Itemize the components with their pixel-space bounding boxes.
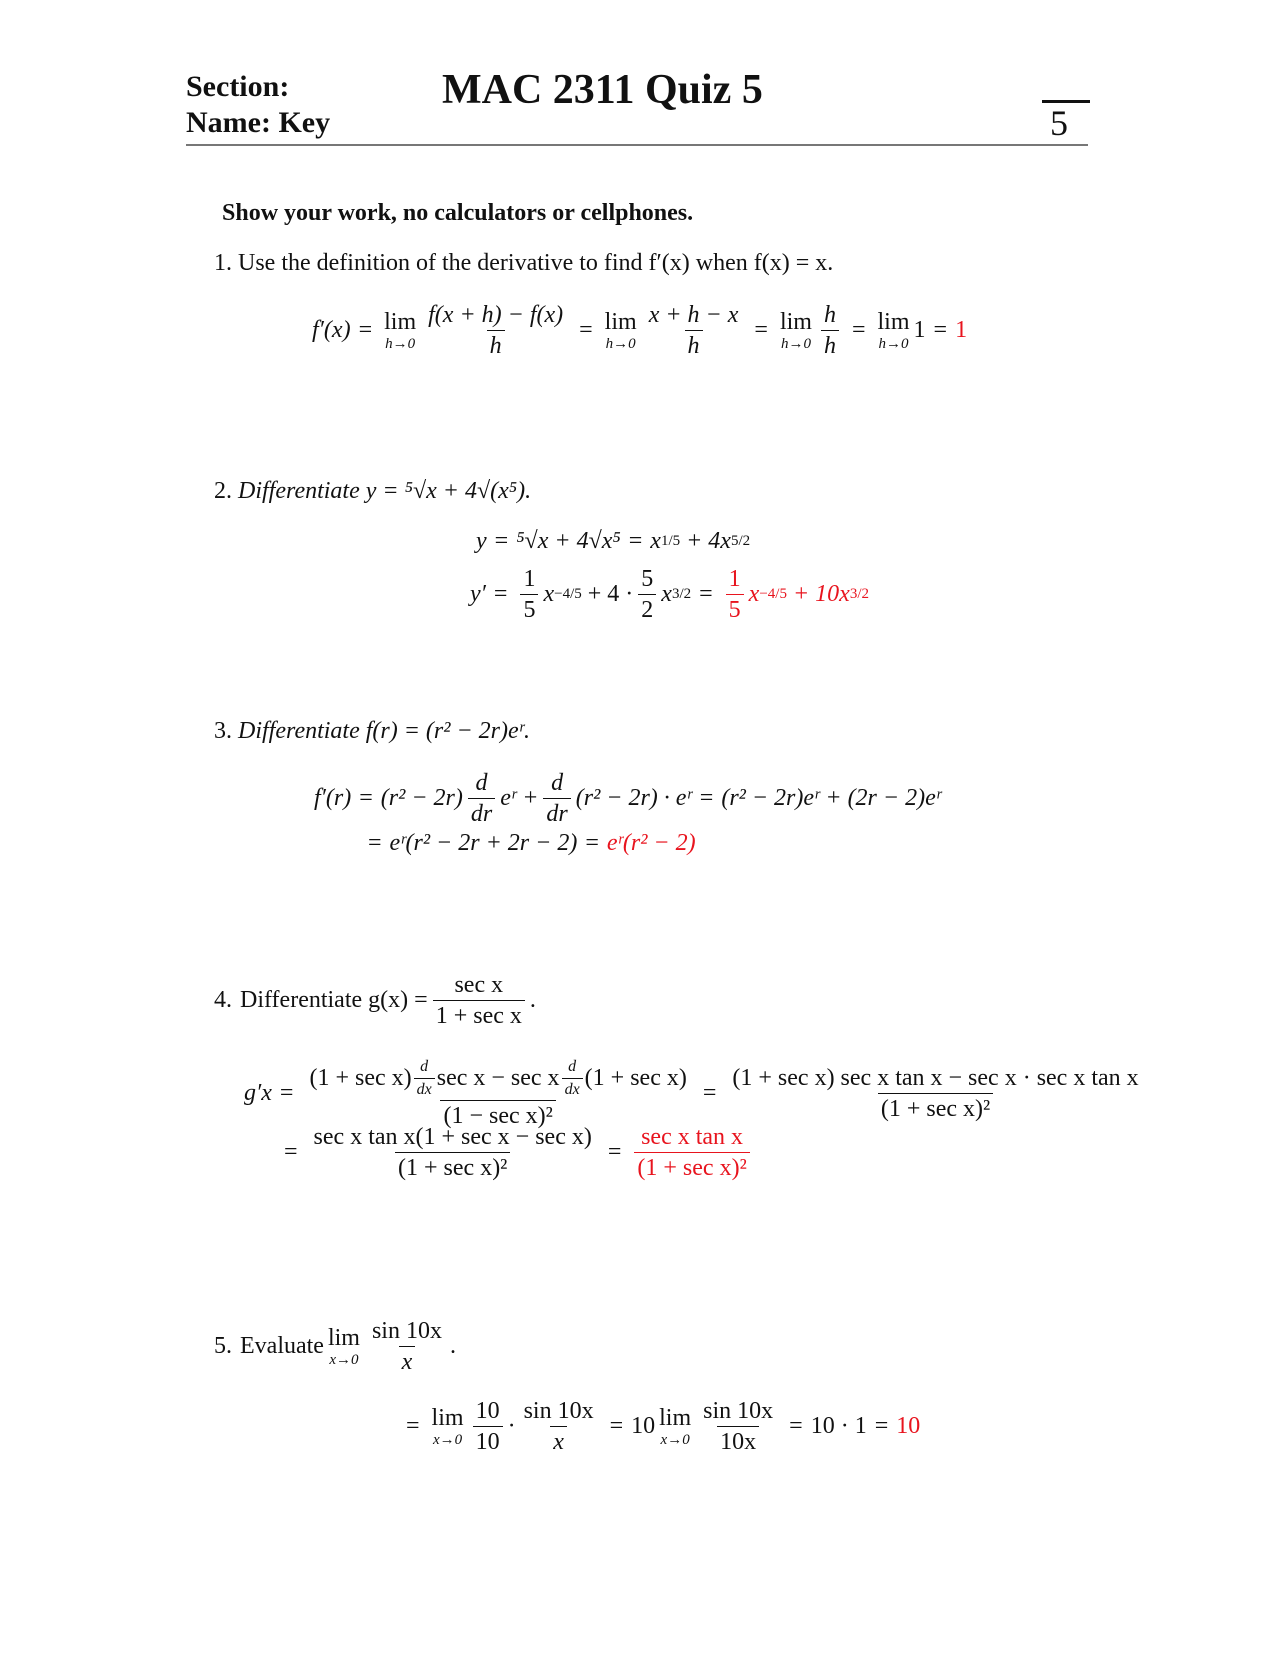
fraction-numerator: sec x tan x(1 + sec x − sec x)	[313, 1124, 592, 1150]
fraction-numerator: sec x	[454, 972, 504, 998]
fraction-numerator: d	[568, 1058, 577, 1075]
question-4-work-line2: = $\frac{\text{sec x tan x(1 + sec x − sec x)}}{\text{(1 + sec x)²}}$ = $\frac{\text{sec x tan x}}{\text{(1 + sec x)²}}$	[284, 1124, 755, 1182]
fraction-denominator: dx	[414, 1078, 435, 1099]
term: x	[661, 581, 672, 608]
lim: lim	[604, 308, 637, 335]
lhs: f′(r)	[314, 785, 352, 812]
fraction-numerator: d	[475, 770, 488, 796]
lim: lim	[779, 308, 812, 335]
fraction-numerator: 10	[475, 1398, 500, 1424]
step-value: 1	[913, 317, 926, 344]
answer: 1	[955, 317, 968, 344]
fraction-numerator	[306, 1058, 689, 1100]
exponent: 3/2	[671, 586, 692, 603]
question-number: 2.	[214, 478, 232, 504]
question-3	[214, 718, 530, 745]
term: sec x − sec x	[436, 1064, 560, 1091]
question-number: 1.	[214, 250, 232, 276]
lim-sub: h→0	[605, 335, 636, 352]
exponent: −4/5	[759, 586, 787, 603]
fraction-numerator: 5	[641, 566, 654, 592]
question-4: 4. Differentiate g(x) = $\frac{\text{sec x}}{\text{1 + sec x}}$ .	[214, 972, 536, 1030]
answer	[634, 1124, 749, 1182]
lim-sub: x→0	[432, 1431, 463, 1448]
term: (r² − 2r)eʳ + (2r − 2)eʳ	[721, 785, 942, 812]
question-2-work-line2: y′ = $\frac{1}{5}$ x −4/5 + 4 · $\frac{5}{2}$ x 3/2 = $\frac{1}{5}$ x −4/5 + 10x 3/2	[470, 566, 869, 624]
expression: ⁵√x + 4√x⁵	[516, 528, 621, 554]
lim-sub: h→0	[878, 335, 909, 352]
question-3-work-line1: f′(r) = (r² − 2r) $\frac{d}{dr}$ eʳ + $\frac{d}{dr}$ (r² − 2r) · eʳ = (r² − 2r)eʳ + (2r − 2)eʳ	[314, 770, 942, 828]
answer: eʳ(r² − 2)	[606, 830, 696, 856]
lim: lim	[877, 308, 910, 335]
term: x	[543, 581, 555, 608]
fraction-denominator: 10x	[717, 1426, 759, 1455]
fraction-numerator: sin 10x	[703, 1398, 774, 1424]
question-number: 3.	[214, 718, 232, 744]
name-label: Name: Key	[186, 106, 331, 139]
score-total: 5	[1050, 103, 1068, 143]
question-1	[214, 250, 833, 277]
fraction-numerator: sin 10x	[523, 1398, 594, 1424]
fraction-denominator: x	[550, 1426, 567, 1455]
term: eʳ(r² − 2r + 2r − 2)	[389, 830, 578, 856]
fraction-denominator: 5	[520, 594, 538, 623]
lhs: y′	[470, 581, 486, 608]
fraction-denominator: (1 + sec x)²	[878, 1093, 993, 1122]
term: x	[650, 528, 661, 554]
fraction-numerator: h	[823, 302, 836, 328]
lim: lim	[384, 308, 417, 335]
term: (r² − 2r) · eʳ	[575, 785, 692, 812]
question-3-work-line2: = eʳ(r² − 2r + 2r − 2) = eʳ(r² − 2)	[368, 830, 696, 856]
fraction-denominator: h	[821, 330, 839, 359]
fraction-denominator: 5	[726, 594, 744, 623]
instructions: Show your work, no calculators or cellphones.	[222, 200, 694, 226]
exponent: 1/5	[660, 533, 681, 549]
lhs: y	[476, 528, 487, 554]
term: eʳ +	[500, 785, 539, 812]
question-number: 4.	[214, 987, 232, 1014]
fraction-numerator: 1	[728, 566, 741, 592]
exponent: 5/2	[730, 533, 751, 549]
question-2	[214, 478, 531, 505]
question-number: 5.	[214, 1333, 232, 1360]
exponent: 3/2	[849, 586, 869, 603]
fraction-numerator: d	[420, 1058, 429, 1075]
exponent: −4/5	[554, 586, 582, 603]
fraction-denominator: (1 + sec x)²	[395, 1152, 510, 1181]
lim: lim	[327, 1324, 360, 1351]
fraction-denominator: h	[685, 330, 703, 359]
fraction-denominator: dx	[562, 1078, 583, 1099]
term: (1 + sec x)	[584, 1064, 687, 1091]
fraction-denominator: 1 + sec x	[433, 1000, 525, 1029]
fraction-numerator: f(x + h) − f(x)	[428, 302, 564, 328]
fraction-denominator: 2	[638, 594, 656, 623]
fraction-denominator: x	[399, 1346, 416, 1375]
fraction-numerator: 1	[523, 566, 536, 592]
question-prompt: Differentiate g(x) =	[240, 987, 428, 1014]
lim: lim	[659, 1404, 692, 1431]
question-4-work-line1: g′x = (1 + sec x) $\frac{d}{dx}$ sec x − sec x $\frac{d}{dx}$ (1 + sec x) (1 − sec x)² = $\frac{\text{(1 + sec x) sec x tan x − sec x · sec x tan x}}{\text{(1 + sec x)²}}$	[244, 1058, 1147, 1130]
lhs: g′x	[244, 1080, 272, 1107]
fraction-numerator: sec x tan x	[641, 1124, 744, 1150]
lim-sub: h→0	[385, 335, 416, 352]
fraction-numerator: d	[551, 770, 564, 796]
question-5-work: = lim x→0 $\frac{10}{10}$ · $\frac{\sin 10x}{x}$ = 10 lim x→0 $\frac{\sin 10x}{10x}$ = 10 · 1 = 10	[406, 1398, 921, 1456]
fraction-denominator: 10	[473, 1426, 503, 1455]
answer: 10	[896, 1413, 921, 1440]
fraction-numerator: sin 10x	[371, 1318, 442, 1344]
question-prompt: Use the definition of the derivative to find f′(x) when f(x) = x.	[238, 250, 834, 276]
coefficient: 10	[631, 1413, 656, 1440]
question-5: 5. Evaluate lim x→0 $\frac{\sin 10x}{x}$ .	[214, 1318, 456, 1376]
question-prompt: Differentiate f(r) = (r² − 2r)eʳ.	[238, 718, 530, 744]
fraction-denominator: dr	[468, 798, 495, 827]
fraction-numerator: (1 + sec x) sec x tan x − sec x · sec x tan x	[732, 1064, 1139, 1091]
lim: lim	[431, 1404, 464, 1431]
section-label: Section:	[186, 70, 290, 103]
lim-sub: x→0	[329, 1351, 359, 1368]
term: (r² − 2r)	[380, 785, 463, 812]
question-prompt: Differentiate y = ⁵√x + 4√(x⁵).	[238, 478, 532, 504]
term: + 4 ·	[587, 581, 634, 608]
term: + 10x	[792, 581, 850, 608]
fraction-numerator: x + h − x	[648, 302, 739, 328]
question-prompt: Evaluate	[240, 1333, 324, 1360]
term: x	[748, 581, 760, 608]
step-value: 10 · 1	[810, 1413, 867, 1440]
page-title: MAC 2311 Quiz 5	[442, 67, 763, 113]
lim-sub: h→0	[780, 335, 811, 352]
term: + 4x	[686, 528, 731, 554]
answer	[721, 566, 869, 624]
term: (1 + sec x)	[309, 1064, 412, 1091]
question-1-work: f′(x) = lim h→0 $\frac{f(x + h) - f(x)}{h}$ = lim h→0 $\frac{x + h - x}{h}$ = lim h→0 $\frac{h}{h}$ = lim h→0 1 = 1	[312, 302, 968, 360]
fraction-denominator: dr	[543, 798, 570, 827]
fraction-denominator: h	[487, 330, 505, 359]
lim-sub: x→0	[660, 1431, 690, 1448]
lhs: f′(x)	[312, 317, 351, 344]
fraction-denominator: (1 + sec x)²	[634, 1152, 749, 1181]
header-divider	[186, 144, 1088, 146]
fraction-denominator: (1 − sec x)²	[440, 1100, 555, 1129]
question-2-work-line1: y = ⁵√x + 4√x⁵ = x 1/5 + 4x 5/2	[476, 528, 751, 554]
